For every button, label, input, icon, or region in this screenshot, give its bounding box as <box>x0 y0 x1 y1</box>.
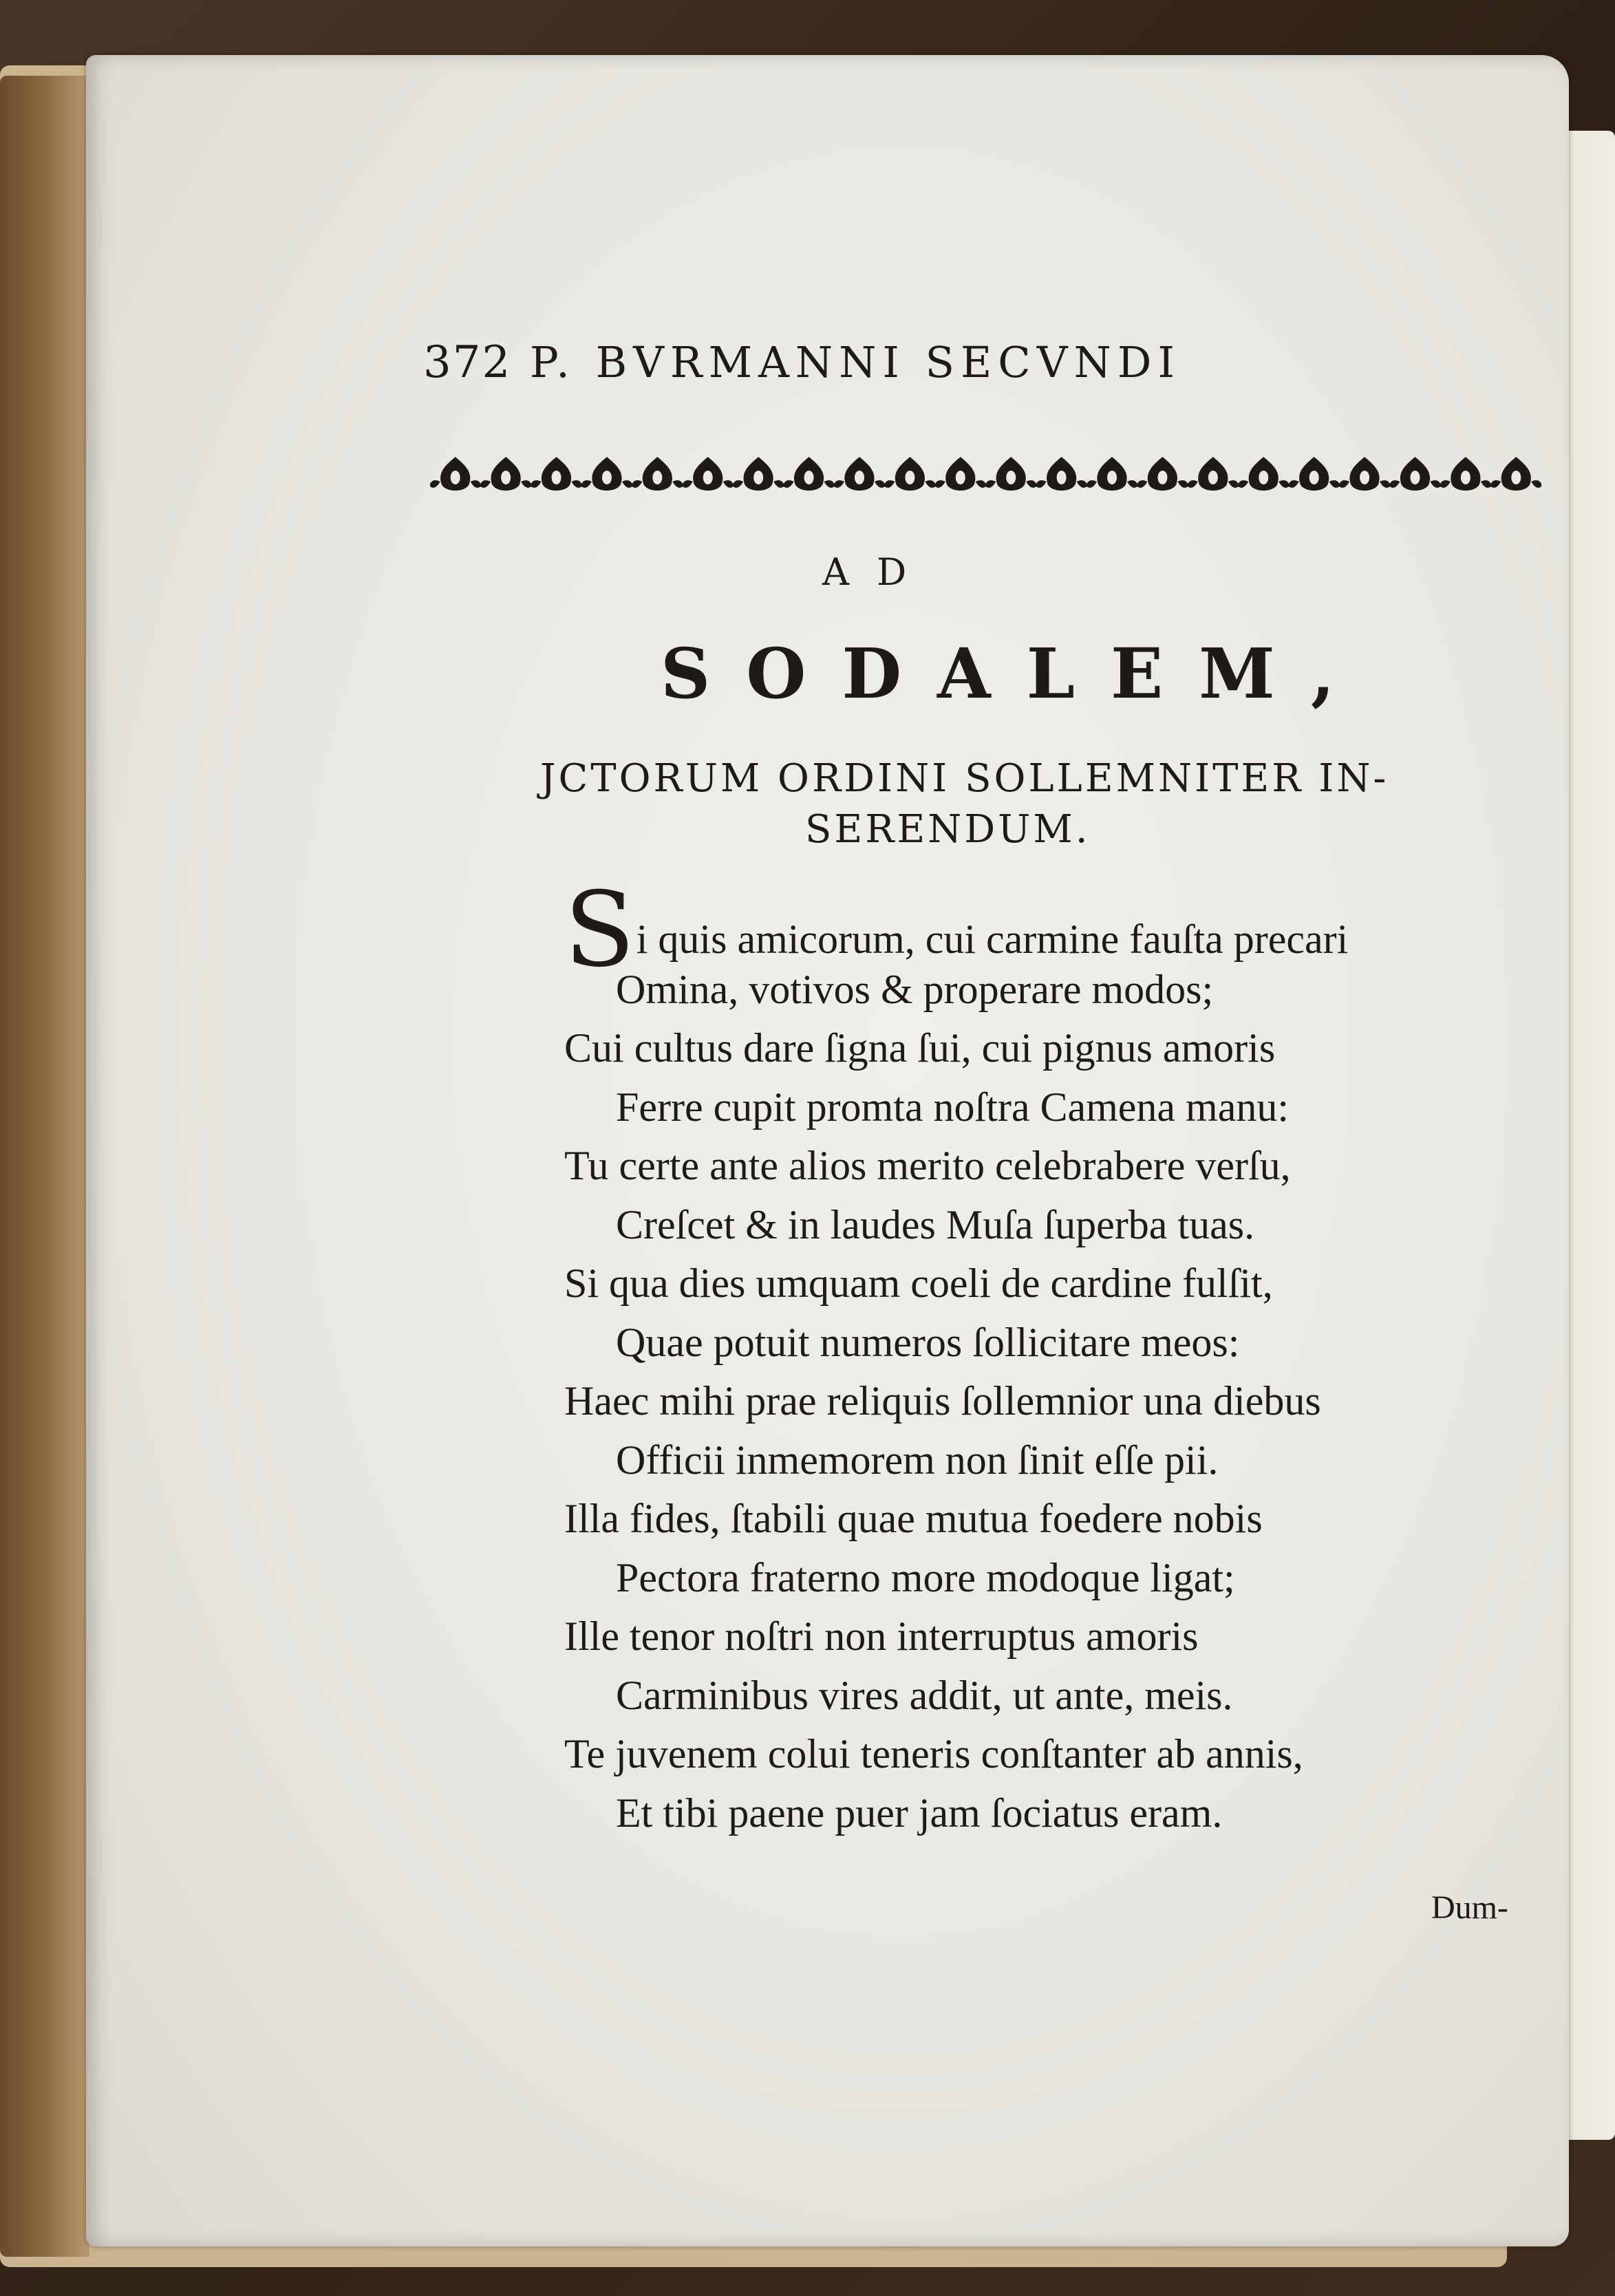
poem-line: Haec mihi prae reliquis ſollemnior una diebus <box>564 1378 1321 1424</box>
fleuron-icon <box>1187 457 1239 491</box>
poem-line: Et tibi paene puer jam ſociatus eram. <box>616 1790 1223 1836</box>
running-head <box>423 337 1455 399</box>
catchword: Dum- <box>1431 1889 1508 1926</box>
poem-line: Ille tenor noſtri non interruptus amoris <box>564 1613 1199 1659</box>
fleuron-icon <box>1036 457 1088 491</box>
fleuron-icon <box>934 457 987 491</box>
fleuron-icon <box>1490 457 1541 491</box>
fleuron-icon <box>480 457 532 491</box>
fleuron-icon <box>581 457 633 491</box>
poem-line: Creſcet & in laudes Muſa ſuperba tuas. <box>616 1201 1255 1247</box>
fleuron-icon <box>732 457 784 491</box>
poem-line: Te juvenem colui teneris conſtanter ab annis, <box>564 1731 1303 1777</box>
page-number: 372 <box>423 337 512 388</box>
subtitle-line-1: JCTORUM ORDINI SOLLEMNITER IN- <box>540 756 1389 801</box>
fleuron-icon <box>1136 457 1188 491</box>
drop-cap: S <box>564 870 635 990</box>
book-page <box>86 55 1569 2246</box>
poem-line: Cui cultus dare ſigna ſui, cui pignus amoris <box>564 1025 1276 1071</box>
poem <box>564 870 1541 1843</box>
running-title: P. BVRMANNI SECVNDI <box>530 337 1181 387</box>
fleuron-icon <box>1440 457 1492 491</box>
fleuron-icon <box>1288 457 1340 491</box>
poem-line: Pectora fraterno more modoque ligat; <box>616 1554 1235 1600</box>
fleuron-icon <box>1237 457 1290 491</box>
poem-line-text: i quis amicorum, cui carmine fauſta precari <box>636 916 1349 962</box>
subtitle <box>540 753 1531 855</box>
fleuron-row-icon <box>430 451 1541 499</box>
heading-sodalem: SODALEM, <box>661 633 1371 714</box>
fleuron-icon <box>1389 457 1441 491</box>
fleuron-icon <box>631 457 683 491</box>
fleuron-icon <box>1338 457 1391 491</box>
poem-line: Illa fides, ſtabili quae mutua foedere nobis <box>564 1496 1263 1541</box>
poem-line: Quae potuit numeros ſollicitare meos: <box>616 1319 1240 1365</box>
heading-ad: AD <box>822 550 934 594</box>
fleuron-icon <box>985 457 1037 491</box>
poem-line: Si qua dies umquam coeli de cardine fulſit, <box>564 1260 1273 1306</box>
fleuron-icon <box>833 457 886 491</box>
poem-line: Carminibus vires addit, ut ante, meis. <box>616 1672 1233 1718</box>
poem-line: Officii inmemorem non ſinit eſſe pii. <box>616 1437 1219 1483</box>
fleuron-icon <box>430 457 482 491</box>
fleuron-icon <box>783 457 835 491</box>
ornament-border <box>430 451 1541 499</box>
fleuron-icon <box>682 457 734 491</box>
poem-line: Tu certe ante alios merito celebrabere verſu, <box>564 1143 1291 1188</box>
subtitle-line-2: SERENDUM. <box>805 807 1091 852</box>
poem-line: Ferre cupit promta noſtra Camena manu: <box>616 1084 1290 1130</box>
fleuron-icon <box>884 457 936 491</box>
poem-line: Omina, votivos & properare modos; <box>616 966 1214 1012</box>
fleuron-icon <box>531 457 583 491</box>
page-edges <box>0 76 89 2257</box>
fleuron-icon <box>1086 457 1138 491</box>
